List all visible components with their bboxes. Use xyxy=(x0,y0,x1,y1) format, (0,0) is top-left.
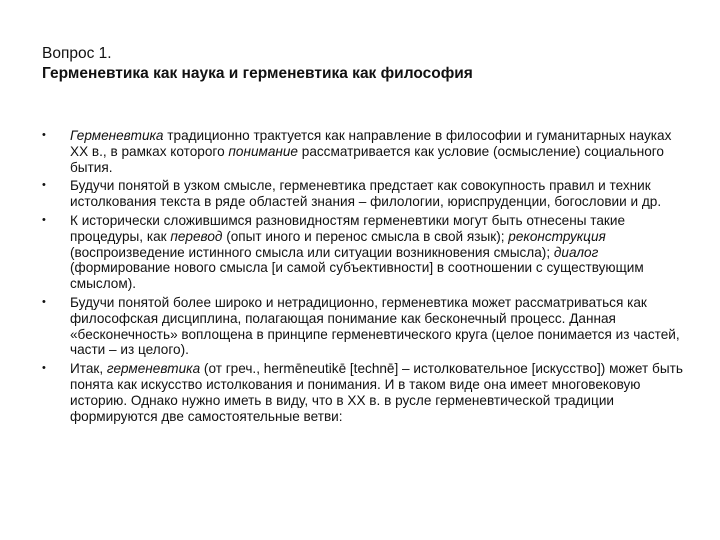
text-span: (воспроизведение истинного смысла или ситуации возникновения смысла); xyxy=(70,244,554,260)
bullet-item xyxy=(42,295,688,358)
text-span: Будучи понятой в узком смысле, герменевтика предстает как совокупность правил и техник истолкования текста в ряде областей знания – филологии, юриспруденции, богословии и др. xyxy=(70,178,662,210)
italic-term: реконструкция xyxy=(508,228,606,244)
text-span: К исторически сложившимся разновидностям герменевтики могут быть отнесены такие процедуры, как xyxy=(70,212,626,244)
question-number: Вопрос 1. xyxy=(42,45,112,62)
bullet-item xyxy=(42,361,688,424)
italic-term: понимание xyxy=(228,143,298,159)
bullet-marker: • xyxy=(42,213,46,226)
text-span: (от греч., hermēneutikē [technē] – истолковательное [искусство]) может быть понята как искусство истолкования и понимания. И в таком виде она имеет многовековую историю. Однако нужно иметь в виду, что в XX в. в русле герменевтической традиции формируются две самостоятельные ветви: xyxy=(70,361,683,424)
italic-term: перевод xyxy=(170,228,223,244)
bullet-item xyxy=(42,178,688,210)
text-span: Итак, xyxy=(70,361,107,377)
bullet-item xyxy=(42,128,688,175)
text-span: традиционно трактуется как направление в философии и гуманитарных науках XX в., в рамках которого xyxy=(70,128,672,159)
text-span: (опыт иного и перенос смысла в свой язык); xyxy=(222,228,509,244)
bullet-marker: • xyxy=(42,362,46,375)
italic-term: Герменевтика xyxy=(70,128,164,143)
italic-term: герменевтика xyxy=(106,361,201,377)
text-span: рассматривается как условие (осмысление) социального бытия. xyxy=(70,143,664,175)
text-span: Будучи понятой более широко и нетрадиционно, герменевтика может рассматриваться как философская дисциплина, полагающая понимание как бесконечный процесс. Данная «бесконечность» воплощена в принципе герменевтического круга (целое понимается из частей, части – из целого). xyxy=(70,294,680,358)
bullet-marker: • xyxy=(42,179,46,192)
bullet-marker: • xyxy=(42,129,46,141)
bullet-list xyxy=(42,128,688,427)
bullet-item xyxy=(42,213,688,292)
title-block xyxy=(42,44,682,84)
slide-title: Герменевтика как наука и герменевтика как философия xyxy=(42,65,473,82)
text-span: (формирование нового смысла [и самой субъективности] в соотношении с существующим смыслом). xyxy=(70,260,644,292)
bullet-text xyxy=(70,128,688,175)
bullet-text xyxy=(70,295,688,358)
italic-term: диалог xyxy=(553,244,599,260)
bullet-text xyxy=(70,361,688,424)
bullet-marker: • xyxy=(42,295,46,308)
bullet-text xyxy=(70,178,688,210)
bullet-text xyxy=(70,213,688,292)
